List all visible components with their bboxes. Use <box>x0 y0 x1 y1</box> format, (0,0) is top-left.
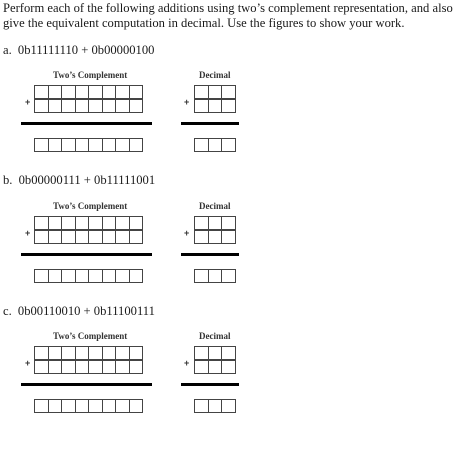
decimal-header: Decimal <box>199 201 231 211</box>
bit-box <box>48 360 63 374</box>
bit-box <box>48 99 63 113</box>
decimal-operand-2-boxes <box>194 230 235 244</box>
digit-box <box>221 230 236 244</box>
bit-box <box>129 230 144 244</box>
problem-b-label <box>3 173 155 188</box>
bit-box <box>48 230 63 244</box>
digit-box <box>221 85 236 99</box>
digit-box <box>221 269 236 283</box>
twos-complement-header: Two’s Complement <box>53 70 128 80</box>
problem-c-label <box>3 304 155 319</box>
bit-box <box>129 346 144 360</box>
decimal-header: Decimal <box>199 331 231 341</box>
bit-box <box>102 230 117 244</box>
binary-operand-2-boxes <box>34 360 142 374</box>
bit-box <box>115 138 130 152</box>
bit-box <box>48 346 63 360</box>
bit-box <box>88 85 103 99</box>
bit-box <box>129 85 144 99</box>
digit-box <box>208 99 223 113</box>
bit-box <box>61 230 76 244</box>
bit-box <box>48 269 63 283</box>
bit-box <box>88 360 103 374</box>
plus-sign: + <box>184 358 190 368</box>
plus-sign: + <box>184 228 190 238</box>
digit-box <box>194 269 209 283</box>
problem-a-figure <box>0 70 474 190</box>
bit-box <box>115 360 130 374</box>
digit-box <box>208 230 223 244</box>
binary-operand-1-boxes <box>34 85 142 99</box>
digit-box <box>208 269 223 283</box>
digit-box <box>208 138 223 152</box>
bit-box <box>102 216 117 230</box>
bit-box <box>48 85 63 99</box>
bit-box <box>129 99 144 113</box>
decimal-result-boxes <box>194 269 235 283</box>
bit-box <box>129 216 144 230</box>
bit-box <box>75 85 90 99</box>
digit-box <box>221 99 236 113</box>
bit-box <box>115 269 130 283</box>
bit-box <box>34 269 49 283</box>
bit-box <box>34 99 49 113</box>
twos-complement-header: Two’s Complement <box>53 331 128 341</box>
problem-a-label <box>3 43 154 58</box>
problem-expression: 0b00000111 + 0b11111001 <box>18 173 156 187</box>
bit-box <box>61 138 76 152</box>
binary-result-boxes <box>34 399 142 413</box>
bit-box <box>102 85 117 99</box>
sum-rule <box>21 122 152 125</box>
bit-box <box>88 216 103 230</box>
bit-box <box>48 138 63 152</box>
decimal-header: Decimal <box>199 70 231 80</box>
bit-box <box>75 269 90 283</box>
digit-box <box>194 230 209 244</box>
problem-letter: c. <box>3 304 12 318</box>
plus-sign: + <box>25 228 31 238</box>
problem-b-figure <box>0 201 474 321</box>
bit-box <box>75 99 90 113</box>
sum-rule <box>21 253 152 256</box>
sum-rule <box>21 383 152 386</box>
digit-box <box>208 360 223 374</box>
bit-box <box>115 85 130 99</box>
bit-box <box>75 216 90 230</box>
bit-box <box>61 99 76 113</box>
twos-complement-header: Two’s Complement <box>53 201 128 211</box>
bit-box <box>75 138 90 152</box>
bit-box <box>102 138 117 152</box>
bit-box <box>88 138 103 152</box>
binary-result-boxes <box>34 138 142 152</box>
bit-box <box>34 85 49 99</box>
digit-box <box>208 85 223 99</box>
digit-box <box>221 138 236 152</box>
plus-sign: + <box>25 97 31 107</box>
bit-box <box>102 399 117 413</box>
bit-box <box>75 346 90 360</box>
bit-box <box>34 399 49 413</box>
digit-box <box>194 360 209 374</box>
digit-box <box>194 216 209 230</box>
problem-expression: 0b00110010 + 0b11100111 <box>17 304 155 318</box>
bit-box <box>75 360 90 374</box>
bit-box <box>88 346 103 360</box>
bit-box <box>61 346 76 360</box>
digit-box <box>194 346 209 360</box>
bit-box <box>61 269 76 283</box>
binary-result-boxes <box>34 269 142 283</box>
bit-box <box>75 399 90 413</box>
bit-box <box>75 230 90 244</box>
instructions-text: Perform each of the following additions using two’s complement representation, and also give the equivalent computation in decimal. Use the figures to show your work. <box>3 1 453 30</box>
sum-rule <box>181 122 239 125</box>
bit-box <box>129 138 144 152</box>
digit-box <box>221 346 236 360</box>
bit-box <box>102 99 117 113</box>
bit-box <box>48 216 63 230</box>
digit-box <box>194 138 209 152</box>
binary-operand-1-boxes <box>34 346 142 360</box>
sum-rule <box>181 253 239 256</box>
decimal-operand-2-boxes <box>194 360 235 374</box>
bit-box <box>102 269 117 283</box>
bit-box <box>88 269 103 283</box>
binary-operand-2-boxes <box>34 99 142 113</box>
bit-box <box>129 269 144 283</box>
bit-box <box>61 85 76 99</box>
decimal-result-boxes <box>194 399 235 413</box>
bit-box <box>34 346 49 360</box>
digit-box <box>208 216 223 230</box>
bit-box <box>115 230 130 244</box>
binary-operand-1-boxes <box>34 216 142 230</box>
bit-box <box>115 399 130 413</box>
digit-box <box>208 399 223 413</box>
bit-box <box>34 138 49 152</box>
digit-box <box>221 360 236 374</box>
bit-box <box>61 399 76 413</box>
decimal-operand-1-boxes <box>194 346 235 360</box>
bit-box <box>102 346 117 360</box>
problem-letter: a. <box>3 43 12 57</box>
problem-letter: b. <box>3 173 13 187</box>
binary-operand-2-boxes <box>34 230 142 244</box>
digit-box <box>194 399 209 413</box>
digit-box <box>221 399 236 413</box>
decimal-operand-1-boxes <box>194 216 235 230</box>
bit-box <box>34 216 49 230</box>
plus-sign: + <box>184 97 190 107</box>
sum-rule <box>181 383 239 386</box>
bit-box <box>129 360 144 374</box>
bit-box <box>115 216 130 230</box>
bit-box <box>61 216 76 230</box>
bit-box <box>88 99 103 113</box>
decimal-operand-2-boxes <box>194 99 235 113</box>
bit-box <box>115 99 130 113</box>
bit-box <box>48 399 63 413</box>
bit-box <box>102 360 117 374</box>
decimal-operand-1-boxes <box>194 85 235 99</box>
bit-box <box>115 346 130 360</box>
plus-sign: + <box>25 358 31 368</box>
bit-box <box>129 399 144 413</box>
decimal-result-boxes <box>194 138 235 152</box>
digit-box <box>194 99 209 113</box>
digit-box <box>208 346 223 360</box>
bit-box <box>88 230 103 244</box>
bit-box <box>34 230 49 244</box>
problem-expression: 0b11111110 + 0b00000100 <box>17 43 155 57</box>
problem-c-figure <box>0 331 474 451</box>
bit-box <box>34 360 49 374</box>
bit-box <box>88 399 103 413</box>
bit-box <box>61 360 76 374</box>
digit-box <box>221 216 236 230</box>
digit-box <box>194 85 209 99</box>
